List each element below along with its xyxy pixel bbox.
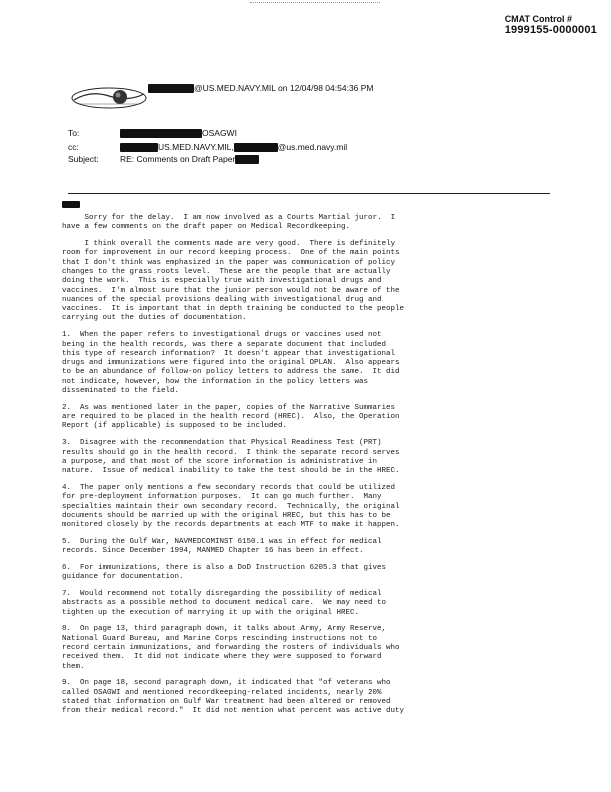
from-line-text: @US.MED.NAVY.MIL on 12/04/98 04:54:36 PM	[194, 83, 374, 93]
subject-value: RE: Comments on Draft Paper	[120, 154, 236, 164]
body-paragraph: 3. Disagree with the recommendation that Physical Readiness Test (PRT) results should go in the health record. I think the separate record serves a purpose, and that most of the score information is administrative in nature. Issue of medical inability to take the test should be in the HREC.	[62, 439, 400, 476]
control-number: 1999155-0000001	[504, 24, 597, 36]
subject-row	[68, 154, 259, 164]
redaction-block	[120, 129, 202, 138]
body-paragraph: 7. Would recommend not totally disregarding the possibility of medical abstracts as a possible method to document medical care. We may need to tighten up the execution of marrying it up with the original HREC.	[62, 590, 387, 617]
cc-row	[68, 142, 347, 152]
body-paragraph: Sorry for the delay. I am now involved as a Courts Martial juror. I have a few comments on the draft paper on Medical Recordkeeping.	[62, 214, 396, 232]
control-label: CMAT Control #	[504, 14, 573, 24]
header-divider	[68, 193, 550, 194]
top-dotted-line	[250, 2, 380, 3]
body-paragraph: 9. On page 18, second paragraph down, it indicated that "of veterans who called OSAGWI and mentioned recordkeeping-related incidents, nearly 20% stated that information on Gulf War treatment had been altered or removed from their medical record." It did not mention what percent was active duty	[62, 679, 405, 716]
body-paragraph: 6. For immunizations, there is also a DoD Instruction 6205.3 that gives guidance for documentation.	[62, 564, 387, 582]
to-row	[68, 128, 237, 138]
from-line	[148, 83, 374, 93]
body-paragraph: 2. As was mentioned later in the paper, copies of the Narrative Summaries are required to be placed in the health record (HREC). Also, the Operation Report (if applicable) is supposed to be included.	[62, 403, 400, 431]
cc-value-1: US.MED.NAVY.MIL,	[158, 142, 234, 152]
message-body	[62, 214, 582, 724]
cc-label: cc:	[68, 142, 79, 152]
subject-label: Subject:	[68, 154, 99, 164]
sender-logo-icon	[70, 86, 148, 110]
body-paragraph: 5. During the Gulf War, NAVMEDCOMINST 6150.1 was in effect for medical records. Since December 1994, MANMED Chapter 16 has been in effect.	[62, 537, 382, 556]
body-paragraph: 8. On page 13, third paragraph down, it talks about Army, Army Reserve, National Guard Bureau, and Marine Corps rescinding instructions not to record certain immunizations, and forwarding the rosters of individuals who received them. It did not indicate where they were supposed to forward them.	[62, 625, 400, 671]
redaction-block	[234, 143, 278, 152]
redaction-block	[148, 84, 194, 93]
body-paragraph: 4. The paper only mentions a few secondary records that could be utilized for pre-deployment information purposes. It can go much further. Many specialties maintain their own secondary record. Technically, the original documents should be married up with the original HREC, but this has to be monitored closely by the records departments at each MTF to make it happen.	[62, 483, 400, 530]
to-value: OSAGWI	[202, 128, 237, 138]
body-paragraph: I think overall the comments made are very good. There is definitely room for improvement in our record keeping process. One of the main points that I don't think was emphasized in the paper was communication of policy changes to the grass roots level. These are the people that are actually doing the work. This is especially true with investigational drugs and vaccines. I'm almost sure that the junior person would not be aware of the nuances of the special provisions dealing with investigational drug and vaccines. It is important that in depth training be conducted to the people carrying out the duties of documentation.	[62, 240, 405, 323]
control-number-block	[505, 14, 597, 36]
cc-value-2: @us.med.navy.mil	[277, 142, 348, 152]
redaction-block	[62, 201, 80, 208]
redaction-block	[235, 155, 259, 164]
body-paragraph: 1. When the paper refers to investigational drugs or vaccines used not being in the health records, was there a separate document that included this type of research information? It doesn't appear that investigational drugs and immunizations were figured into the original OPLAN. Also appears to be an abundance of follow-on policy letters to address the same. It did not indicate, however, how the information in the policy letters was disseminated to the field.	[62, 331, 400, 396]
to-label: To:	[68, 128, 80, 138]
redaction-block	[120, 143, 158, 152]
